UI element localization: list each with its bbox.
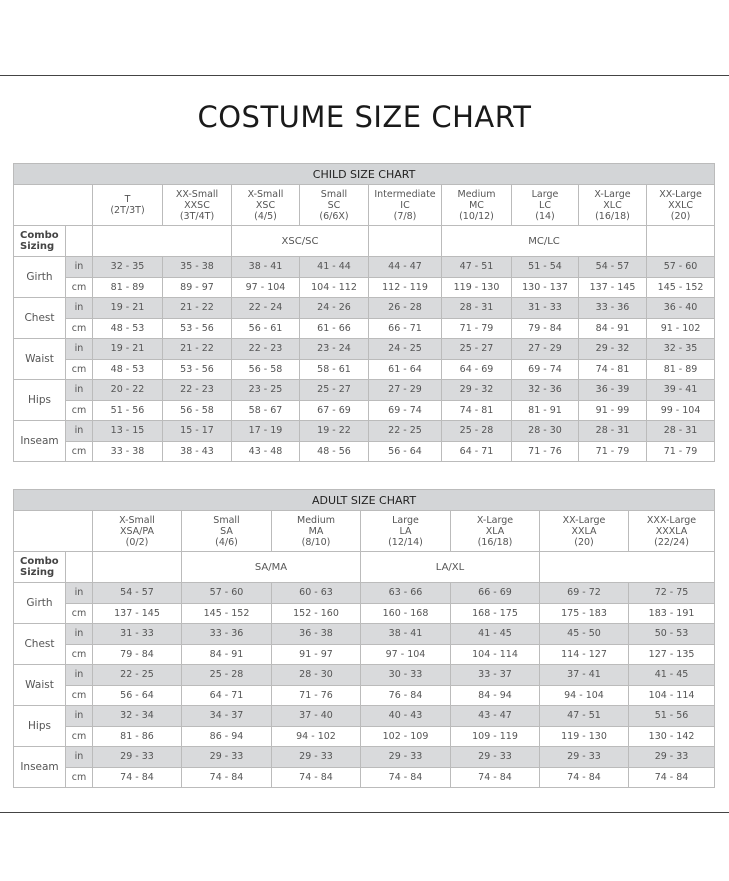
size-header-line: XX-Large xyxy=(659,188,702,200)
value-cell: 32 - 34 xyxy=(93,706,182,727)
size-header-line: (10/12) xyxy=(459,210,494,222)
value-cell: 28 - 31 xyxy=(579,421,647,442)
value-cell: 57 - 60 xyxy=(647,257,715,278)
value-cell: 175 - 183 xyxy=(540,603,629,624)
value-cell: 31 - 33 xyxy=(93,624,182,645)
value-cell: 74 - 84 xyxy=(451,767,540,788)
value-cell: 71 - 79 xyxy=(647,441,715,462)
value-cell: 89 - 97 xyxy=(163,277,232,298)
size-header-line: (7/8) xyxy=(393,210,417,222)
measurement-label: Inseam xyxy=(14,747,66,788)
value-cell: 74 - 81 xyxy=(442,400,512,421)
blank-cell xyxy=(93,226,232,257)
size-header xyxy=(442,185,512,226)
size-header xyxy=(232,185,300,226)
value-cell: 56 - 58 xyxy=(232,359,300,380)
value-cell: 84 - 91 xyxy=(579,318,647,339)
value-cell: 27 - 29 xyxy=(369,380,442,401)
unit-label: cm xyxy=(66,400,93,421)
size-header-line: XXX-Large xyxy=(646,514,697,526)
size-header xyxy=(629,511,715,552)
table-row xyxy=(14,603,715,624)
value-cell: 74 - 84 xyxy=(540,767,629,788)
value-cell: 81 - 91 xyxy=(512,400,579,421)
measurement-label: Chest xyxy=(14,298,66,339)
value-cell: 35 - 38 xyxy=(163,257,232,278)
top-rule xyxy=(0,75,729,76)
value-cell: 91 - 99 xyxy=(579,400,647,421)
value-cell: 69 - 72 xyxy=(540,583,629,604)
measurement-label: Waist xyxy=(14,665,66,706)
value-cell: 104 - 112 xyxy=(300,277,369,298)
size-header-line: X-Small xyxy=(119,514,155,526)
unit-label: cm xyxy=(66,277,93,298)
unit-label: in xyxy=(66,706,93,727)
table-row xyxy=(14,277,715,298)
size-header-line: XLC xyxy=(603,199,622,211)
value-cell: 71 - 76 xyxy=(512,441,579,462)
size-header xyxy=(272,511,361,552)
value-cell: 38 - 41 xyxy=(232,257,300,278)
blank-cell xyxy=(369,226,442,257)
size-header-line: (8/10) xyxy=(301,536,331,548)
unit-label: in xyxy=(66,624,93,645)
size-header-line: X-Large xyxy=(594,188,631,200)
blank-cell xyxy=(66,226,93,257)
size-header xyxy=(540,511,629,552)
value-cell: 40 - 43 xyxy=(361,706,451,727)
size-header-line: XSC xyxy=(255,199,276,211)
table-row xyxy=(14,583,715,604)
value-cell: 145 - 152 xyxy=(647,277,715,298)
value-cell: 71 - 79 xyxy=(579,441,647,462)
size-header-line: MC xyxy=(469,199,484,211)
value-cell: 84 - 91 xyxy=(182,644,272,665)
value-cell: 81 - 89 xyxy=(93,277,163,298)
size-header-line: X-Large xyxy=(476,514,514,526)
value-cell: 66 - 71 xyxy=(369,318,442,339)
combo-sizing-label: Combo Sizing xyxy=(14,552,66,583)
value-cell: 48 - 53 xyxy=(93,359,163,380)
value-cell: 41 - 45 xyxy=(451,624,540,645)
value-cell: 29 - 32 xyxy=(579,339,647,360)
size-header-line: (2T/3T) xyxy=(110,205,145,216)
value-cell: 36 - 40 xyxy=(647,298,715,319)
value-cell: 30 - 33 xyxy=(361,665,451,686)
value-cell: 54 - 57 xyxy=(93,583,182,604)
value-cell: 41 - 45 xyxy=(629,665,715,686)
value-cell: 94 - 104 xyxy=(540,685,629,706)
value-cell: 168 - 175 xyxy=(451,603,540,624)
value-cell: 38 - 41 xyxy=(361,624,451,645)
value-cell: 22 - 24 xyxy=(232,298,300,319)
value-cell: 81 - 89 xyxy=(647,359,715,380)
size-header-line: IC xyxy=(400,199,410,211)
unit-label: in xyxy=(66,747,93,768)
value-cell: 28 - 30 xyxy=(512,421,579,442)
blank-cell xyxy=(540,552,715,583)
size-header-line: Small xyxy=(320,188,348,200)
value-cell: 91 - 97 xyxy=(272,644,361,665)
value-cell: 41 - 44 xyxy=(300,257,369,278)
table-row xyxy=(14,380,715,401)
table-row xyxy=(14,644,715,665)
size-header-line: X-Small xyxy=(247,188,284,200)
size-header xyxy=(512,185,579,226)
blank-cell xyxy=(93,552,182,583)
value-cell: 58 - 61 xyxy=(300,359,369,380)
unit-label: in xyxy=(66,380,93,401)
value-cell: 32 - 36 xyxy=(512,380,579,401)
value-cell: 34 - 37 xyxy=(182,706,272,727)
value-cell: 13 - 15 xyxy=(93,421,163,442)
combo-size-cell: XSC/SC xyxy=(232,226,369,257)
value-cell: 76 - 84 xyxy=(361,685,451,706)
value-cell: 28 - 31 xyxy=(647,421,715,442)
value-cell: 61 - 64 xyxy=(369,359,442,380)
value-cell: 58 - 67 xyxy=(232,400,300,421)
value-cell: 51 - 56 xyxy=(93,400,163,421)
value-cell: 67 - 69 xyxy=(300,400,369,421)
table-row xyxy=(14,359,715,380)
value-cell: 56 - 64 xyxy=(93,685,182,706)
size-header xyxy=(361,511,451,552)
value-cell: 48 - 53 xyxy=(93,318,163,339)
size-header-line: XX-Small xyxy=(175,188,219,200)
value-cell: 112 - 119 xyxy=(369,277,442,298)
value-cell: 60 - 63 xyxy=(272,583,361,604)
value-cell: 130 - 137 xyxy=(512,277,579,298)
value-cell: 160 - 168 xyxy=(361,603,451,624)
value-cell: 86 - 94 xyxy=(182,726,272,747)
value-cell: 71 - 79 xyxy=(442,318,512,339)
value-cell: 74 - 84 xyxy=(629,767,715,788)
unit-label: in xyxy=(66,421,93,442)
unit-label: in xyxy=(66,298,93,319)
value-cell: 47 - 51 xyxy=(540,706,629,727)
value-cell: 64 - 71 xyxy=(182,685,272,706)
value-cell: 20 - 22 xyxy=(93,380,163,401)
size-header-line: Intermediate xyxy=(374,188,436,200)
value-cell: 22 - 23 xyxy=(232,339,300,360)
unit-label: cm xyxy=(66,441,93,462)
child-chart-heading: CHILD SIZE CHART xyxy=(14,164,715,185)
size-header-line: XXSC xyxy=(184,199,210,211)
value-cell: 32 - 35 xyxy=(647,339,715,360)
table-row xyxy=(14,624,715,645)
value-cell: 33 - 37 xyxy=(451,665,540,686)
value-cell: 74 - 84 xyxy=(361,767,451,788)
size-header-line: SC xyxy=(327,199,341,211)
value-cell: 29 - 33 xyxy=(182,747,272,768)
measurement-label: Inseam xyxy=(14,421,66,462)
size-header-line: (12/14) xyxy=(388,536,423,548)
value-cell: 64 - 71 xyxy=(442,441,512,462)
value-cell: 29 - 32 xyxy=(442,380,512,401)
combo-size-cell: SA/MA xyxy=(182,552,361,583)
table-row xyxy=(14,400,715,421)
table-row xyxy=(14,685,715,706)
child-size-chart xyxy=(13,163,715,462)
value-cell: 56 - 61 xyxy=(232,318,300,339)
value-cell: 74 - 84 xyxy=(93,767,182,788)
value-cell: 57 - 60 xyxy=(182,583,272,604)
measurement-label: Chest xyxy=(14,624,66,665)
value-cell: 84 - 94 xyxy=(451,685,540,706)
value-cell: 74 - 84 xyxy=(272,767,361,788)
value-cell: 33 - 36 xyxy=(579,298,647,319)
value-cell: 66 - 69 xyxy=(451,583,540,604)
value-cell: 51 - 56 xyxy=(629,706,715,727)
value-cell: 25 - 28 xyxy=(442,421,512,442)
table-row xyxy=(14,767,715,788)
size-header-line: T xyxy=(124,194,131,205)
value-cell: 127 - 135 xyxy=(629,644,715,665)
measurement-label: Girth xyxy=(14,583,66,624)
value-cell: 94 - 102 xyxy=(272,726,361,747)
combo-size-cell: LA/XL xyxy=(361,552,540,583)
unit-label: cm xyxy=(66,767,93,788)
value-cell: 24 - 26 xyxy=(300,298,369,319)
size-header xyxy=(647,185,715,226)
size-header xyxy=(182,511,272,552)
value-cell: 28 - 31 xyxy=(442,298,512,319)
unit-label: in xyxy=(66,665,93,686)
size-header-line: MA xyxy=(308,525,324,537)
unit-label: in xyxy=(66,339,93,360)
value-cell: 17 - 19 xyxy=(232,421,300,442)
value-cell: 48 - 56 xyxy=(300,441,369,462)
value-cell: 25 - 27 xyxy=(300,380,369,401)
value-cell: 53 - 56 xyxy=(163,359,232,380)
value-cell: 56 - 58 xyxy=(163,400,232,421)
value-cell: 19 - 21 xyxy=(93,298,163,319)
value-cell: 29 - 33 xyxy=(451,747,540,768)
size-header-line: Small xyxy=(213,514,240,526)
table-row xyxy=(14,318,715,339)
value-cell: 33 - 38 xyxy=(93,441,163,462)
size-header-line: (22/24) xyxy=(654,536,689,548)
size-header-line: (0/2) xyxy=(125,536,149,548)
size-header xyxy=(93,511,182,552)
size-header-line: (4/5) xyxy=(254,210,277,222)
table-row xyxy=(14,726,715,747)
value-cell: 43 - 48 xyxy=(232,441,300,462)
blank-cell xyxy=(66,552,93,583)
unit-label: cm xyxy=(66,644,93,665)
value-cell: 91 - 102 xyxy=(647,318,715,339)
adult-chart-heading: ADULT SIZE CHART xyxy=(14,490,715,511)
table-row xyxy=(14,257,715,278)
value-cell: 19 - 22 xyxy=(300,421,369,442)
size-header xyxy=(163,185,232,226)
value-cell: 137 - 145 xyxy=(93,603,182,624)
value-cell: 45 - 50 xyxy=(540,624,629,645)
value-cell: 114 - 127 xyxy=(540,644,629,665)
value-cell: 32 - 35 xyxy=(93,257,163,278)
value-cell: 119 - 130 xyxy=(442,277,512,298)
unit-label: cm xyxy=(66,685,93,706)
value-cell: 99 - 104 xyxy=(647,400,715,421)
unit-label: cm xyxy=(66,726,93,747)
value-cell: 22 - 25 xyxy=(369,421,442,442)
value-cell: 38 - 43 xyxy=(163,441,232,462)
unit-label: in xyxy=(66,583,93,604)
value-cell: 39 - 41 xyxy=(647,380,715,401)
value-cell: 21 - 22 xyxy=(163,339,232,360)
size-header-line: XXLC xyxy=(668,199,694,211)
combo-size-cell: MC/LC xyxy=(442,226,647,257)
value-cell: 50 - 53 xyxy=(629,624,715,645)
unit-label: cm xyxy=(66,359,93,380)
blank-cell xyxy=(14,185,93,226)
value-cell: 31 - 33 xyxy=(512,298,579,319)
value-cell: 152 - 160 xyxy=(272,603,361,624)
value-cell: 28 - 30 xyxy=(272,665,361,686)
measurement-label: Hips xyxy=(14,380,66,421)
value-cell: 79 - 84 xyxy=(512,318,579,339)
value-cell: 137 - 145 xyxy=(579,277,647,298)
value-cell: 29 - 33 xyxy=(629,747,715,768)
value-cell: 64 - 69 xyxy=(442,359,512,380)
value-cell: 183 - 191 xyxy=(629,603,715,624)
size-header-line: XXXLA xyxy=(655,525,688,537)
page-title: COSTUME SIZE CHART xyxy=(197,100,532,134)
size-header-line: XLA xyxy=(485,525,505,537)
unit-label: in xyxy=(66,257,93,278)
table-row xyxy=(14,339,715,360)
value-cell: 51 - 54 xyxy=(512,257,579,278)
value-cell: 29 - 33 xyxy=(272,747,361,768)
value-cell: 37 - 41 xyxy=(540,665,629,686)
value-cell: 33 - 36 xyxy=(182,624,272,645)
measurement-label: Girth xyxy=(14,257,66,298)
value-cell: 61 - 66 xyxy=(300,318,369,339)
value-cell: 69 - 74 xyxy=(512,359,579,380)
value-cell: 71 - 76 xyxy=(272,685,361,706)
value-cell: 79 - 84 xyxy=(93,644,182,665)
size-header xyxy=(579,185,647,226)
value-cell: 130 - 142 xyxy=(629,726,715,747)
value-cell: 47 - 51 xyxy=(442,257,512,278)
value-cell: 74 - 84 xyxy=(182,767,272,788)
size-header-line: (16/18) xyxy=(595,210,630,222)
value-cell: 54 - 57 xyxy=(579,257,647,278)
value-cell: 23 - 24 xyxy=(300,339,369,360)
blank-cell xyxy=(14,511,93,552)
size-header-line: Large xyxy=(531,188,559,200)
size-header-line: XX-Large xyxy=(562,514,606,526)
size-header-line: Medium xyxy=(457,188,496,200)
value-cell: 74 - 81 xyxy=(579,359,647,380)
bottom-rule xyxy=(0,812,729,813)
table-row xyxy=(14,421,715,442)
value-cell: 119 - 130 xyxy=(540,726,629,747)
value-cell: 145 - 152 xyxy=(182,603,272,624)
size-header-line: (16/18) xyxy=(477,536,513,548)
measurement-label: Waist xyxy=(14,339,66,380)
blank-cell xyxy=(647,226,715,257)
combo-sizing-label: Combo Sizing xyxy=(14,226,66,257)
table-row xyxy=(14,706,715,727)
size-header xyxy=(369,185,442,226)
value-cell: 22 - 23 xyxy=(163,380,232,401)
size-header-line: SA xyxy=(220,525,233,537)
value-cell: 36 - 38 xyxy=(272,624,361,645)
value-cell: 36 - 39 xyxy=(579,380,647,401)
size-header-line: Large xyxy=(392,514,419,526)
value-cell: 56 - 64 xyxy=(369,441,442,462)
value-cell: 25 - 27 xyxy=(442,339,512,360)
value-cell: 29 - 33 xyxy=(361,747,451,768)
size-header-line: (20) xyxy=(574,536,594,548)
size-header-line: Medium xyxy=(297,514,335,526)
value-cell: 53 - 56 xyxy=(163,318,232,339)
value-cell: 24 - 25 xyxy=(369,339,442,360)
value-cell: 69 - 74 xyxy=(369,400,442,421)
value-cell: 25 - 28 xyxy=(182,665,272,686)
value-cell: 109 - 119 xyxy=(451,726,540,747)
unit-label: cm xyxy=(66,318,93,339)
size-header-line: (4/6) xyxy=(215,536,238,548)
value-cell: 22 - 25 xyxy=(93,665,182,686)
value-cell: 63 - 66 xyxy=(361,583,451,604)
value-cell: 21 - 22 xyxy=(163,298,232,319)
value-cell: 19 - 21 xyxy=(93,339,163,360)
size-header-line: (3T/4T) xyxy=(179,210,215,222)
value-cell: 27 - 29 xyxy=(512,339,579,360)
table-row xyxy=(14,665,715,686)
value-cell: 44 - 47 xyxy=(369,257,442,278)
measurement-label: Hips xyxy=(14,706,66,747)
unit-label: cm xyxy=(66,603,93,624)
size-header xyxy=(300,185,369,226)
table-row xyxy=(14,298,715,319)
value-cell: 72 - 75 xyxy=(629,583,715,604)
value-cell: 81 - 86 xyxy=(93,726,182,747)
size-header-line: (14) xyxy=(535,210,555,222)
value-cell: 97 - 104 xyxy=(232,277,300,298)
size-header-line: (20) xyxy=(670,210,691,222)
value-cell: 102 - 109 xyxy=(361,726,451,747)
table-row xyxy=(14,747,715,768)
value-cell: 29 - 33 xyxy=(540,747,629,768)
size-header xyxy=(451,511,540,552)
size-header-line: LA xyxy=(399,525,412,537)
value-cell: 23 - 25 xyxy=(232,380,300,401)
value-cell: 43 - 47 xyxy=(451,706,540,727)
value-cell: 104 - 114 xyxy=(629,685,715,706)
size-header-line: XXLA xyxy=(571,525,597,537)
value-cell: 37 - 40 xyxy=(272,706,361,727)
table-row xyxy=(14,441,715,462)
size-header-line: (6/6X) xyxy=(319,210,349,222)
value-cell: 104 - 114 xyxy=(451,644,540,665)
adult-size-chart xyxy=(13,489,715,788)
size-header-line: LC xyxy=(539,199,551,211)
value-cell: 26 - 28 xyxy=(369,298,442,319)
value-cell: 15 - 17 xyxy=(163,421,232,442)
value-cell: 97 - 104 xyxy=(361,644,451,665)
value-cell: 29 - 33 xyxy=(93,747,182,768)
size-header xyxy=(93,185,163,226)
size-header-line: XSA/PA xyxy=(119,525,155,537)
